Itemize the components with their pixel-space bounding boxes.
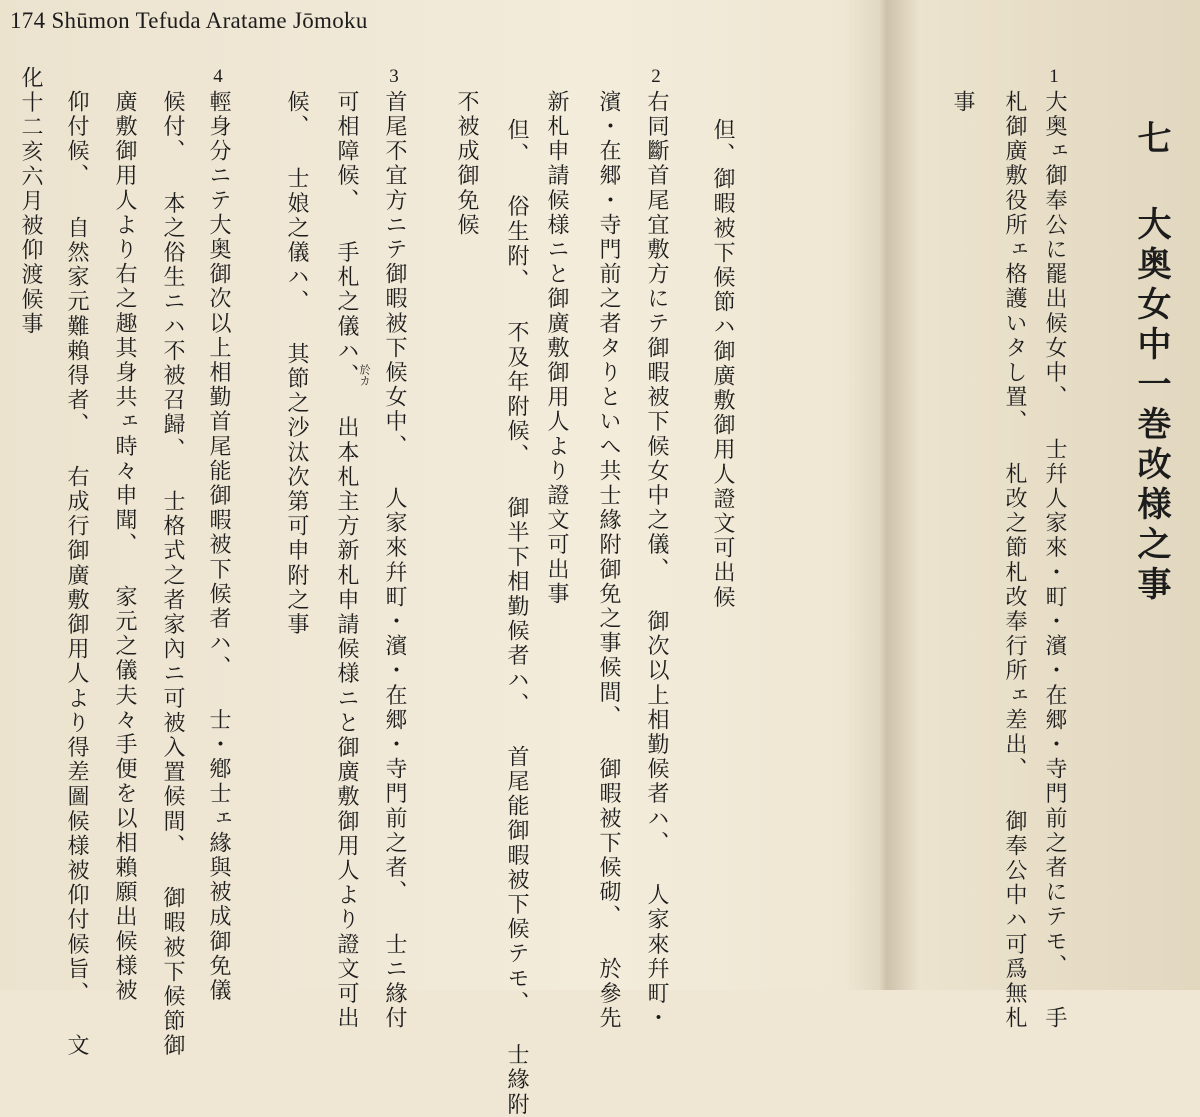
item-1-line-3: 事 (950, 90, 975, 115)
item-1-line-1: 大奥ェ御奉公に罷出候女中、 士幷人家來・町・濱・在郷・寺門前之者にテモ、 手 (1042, 90, 1067, 1031)
item-1-note: 但、御暇被下候節ハ御廣敷御用人證文可出候 (710, 118, 735, 610)
item-2-line-3: 新札申請候様ニと御廣敷御用人より證文可出事 (544, 90, 569, 607)
item-4-line-3: 廣敷御用人より右之趣其身共ェ時々申聞、 家元之儀夫々手便を以相賴願出候様被 (112, 90, 137, 1004)
item-4-line-1: 輕身分ニテ大奥御次以上相勤首尾能御暇被下候者ハ、 士・鄕士ェ緣與被成御免儀 (206, 90, 231, 1004)
item-1-number: 1 (1049, 66, 1059, 87)
item-3-ruby: 於カ (358, 364, 371, 386)
item-4-line-5: 化十二亥六月被仰渡候事 (18, 66, 43, 337)
running-head: 174 Shūmon Tefuda Aratame Jōmoku (10, 8, 368, 33)
book-gutter (846, 0, 920, 990)
item-2-line-1: 右同斷首尾宜敷方にテ御暇被下候女中之儀、 御次以上相勤候者ハ、 人家來幷町・ (644, 90, 669, 1031)
item-4-line-2: 候付、 本之俗生ニハ不被召歸、 士格式之者家內ニ可被入置候間、 御暇被下候節御 (160, 90, 185, 1059)
item-2-note-line-1: 但、 俗生附、 不及年附候、 御半下相勤候者ハ、 首尾能御暇被下候テモ、 士緣附 (504, 118, 529, 1117)
item-3-number: 3 (389, 66, 399, 87)
item-2-note-line-2: 不被成御免候 (454, 90, 479, 238)
item-2-number: 2 (651, 66, 661, 87)
item-4-number: 4 (213, 66, 223, 87)
item-1-line-2: 札御廣敷役所ェ格護いタし置、 札改之節札改奉行所ェ差出、 御奉公中ハ可爲無札 (1002, 90, 1027, 1031)
item-4-line-4: 仰付候、 自然家元難賴得者、 右成行御廣敷御用人より得差圖候様被仰付候旨、 文 (64, 90, 89, 1059)
item-3-line-1: 首尾不宜方ニテ御暇被下候女中、 人家來幷町・濱・在郷・寺門前之者、 士ニ緣付 (382, 90, 407, 1031)
item-3-line-2: 可相障候、 手札之儀ハ、 出本札主方新札申請候様ニと御廣敷御用人より證文可出 (334, 90, 359, 1031)
section-title: 七 大奥女中一巻改様之事 (1131, 120, 1171, 606)
item-3-line-3: 候、 士娘之儀ハ、 其節之沙汰次第可申附之事 (284, 90, 309, 638)
item-2-line-2: 濱・在郷・寺門前之者タりといへ共士緣附御免之事候間、 御暇被下候砌、 於參先 (596, 90, 621, 1031)
